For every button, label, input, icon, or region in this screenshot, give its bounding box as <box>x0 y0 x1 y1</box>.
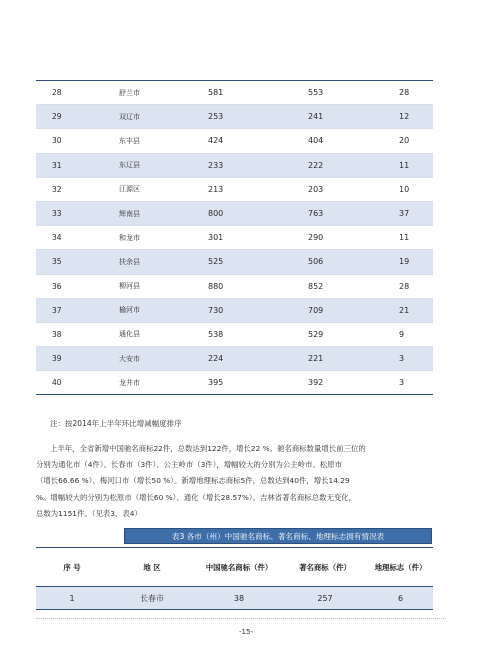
cell-value-3: 28 <box>399 88 410 98</box>
table-row <box>36 81 433 105</box>
cell-name: 通化县 <box>119 330 140 339</box>
cell-name: 东丰县 <box>119 136 140 145</box>
cell-value-3: 21 <box>399 305 410 315</box>
table-row <box>36 178 433 202</box>
cell-value-3: 3 <box>399 354 405 364</box>
cell-value-3: 28 <box>399 281 410 291</box>
cell-value-2: 529 <box>308 329 324 339</box>
cell-rank: 31 <box>52 160 62 170</box>
cell-value-2: 221 <box>308 354 324 364</box>
paragraph-line: %。增幅较大的分别为松原市（增长60 %）、通化（增长28.57%）。吉林省著名商标总数无变化， <box>36 492 357 502</box>
cell-value-1: 395 <box>208 378 224 388</box>
trademark-rank-table <box>36 80 433 395</box>
cell-rank: 30 <box>52 136 62 146</box>
cell-value-3: 10 <box>399 184 410 194</box>
cell-value-1: 730 <box>208 305 224 315</box>
table-row <box>36 323 433 347</box>
cell-rank: 29 <box>52 112 62 122</box>
table-row <box>36 587 433 610</box>
cell-famous-cn: 38 <box>233 593 245 603</box>
cell-name: 大安市 <box>119 354 140 363</box>
header-famous-cn: 中国驰名商标（件） <box>205 562 273 572</box>
cell-rank: 33 <box>52 209 62 219</box>
cell-value-1: 525 <box>208 257 224 267</box>
cell-value-3: 37 <box>399 209 410 219</box>
header-region: 地 区 <box>143 562 161 572</box>
table-row <box>36 275 433 299</box>
cell-rank: 37 <box>52 305 62 315</box>
cell-value-1: 800 <box>208 209 224 219</box>
paragraph-line: 分别为通化市（4件）、长春市（3件）、公主岭市（3件），增幅较大的分别为公主岭市、松原市 <box>36 460 343 470</box>
cell-rank: 35 <box>52 257 62 267</box>
cell-value-3: 9 <box>399 329 405 339</box>
cell-value-2: 852 <box>308 281 324 291</box>
divider <box>36 618 446 619</box>
cell-value-1: 880 <box>208 281 224 291</box>
paragraph-line: 上半年，全省新增中国驰名商标22件，总数达到122件，增长22 %。驰名商标数量增长前三位的 <box>50 444 366 453</box>
cell-geo: 6 <box>397 593 404 603</box>
cell-value-3: 11 <box>399 233 410 243</box>
table-row <box>36 226 433 250</box>
cell-rank: 34 <box>52 233 62 243</box>
table-row <box>36 347 433 371</box>
cell-name: 双辽市 <box>119 112 140 121</box>
cell-seq: 1 <box>69 593 75 603</box>
cell-rank: 38 <box>52 329 62 339</box>
page-number: -15- <box>239 628 253 636</box>
cell-value-2: 506 <box>308 257 324 267</box>
table-row <box>36 202 433 226</box>
cell-value-1: 224 <box>208 354 224 364</box>
cell-value-3: 11 <box>399 160 410 170</box>
cell-value-2: 222 <box>308 160 324 170</box>
cell-rank: 28 <box>52 88 62 98</box>
table-row <box>36 250 433 274</box>
cell-value-2: 404 <box>308 136 324 146</box>
paragraph-line: 总数为1151件。（见表3、表4） <box>36 508 142 518</box>
header-seq: 序 号 <box>63 562 81 572</box>
paragraph-line: （增长66.66 %）、梅河口市（增长50 %）。新增地理标志商标5件，总数达到40件，增长14.29 <box>36 476 350 486</box>
header-geo: 地理标志（件） <box>374 562 427 572</box>
table-row <box>36 299 433 323</box>
header-famous: 著名商标（件） <box>299 562 351 572</box>
cell-name: 和龙市 <box>119 233 140 242</box>
cell-value-2: 290 <box>308 233 324 243</box>
table3-caption: 表3 各市（州）中国驰名商标、著名商标、地理标志拥有情况表 <box>124 528 432 544</box>
cell-value-2: 709 <box>308 305 324 315</box>
table3 <box>36 547 433 610</box>
table-row <box>36 371 433 395</box>
cell-name: 舒兰市 <box>119 88 140 97</box>
cell-value-1: 538 <box>208 329 224 339</box>
cell-value-2: 392 <box>308 378 324 388</box>
cell-rank: 32 <box>52 184 62 194</box>
cell-name: 扶余县 <box>119 257 140 266</box>
cell-name: 榆河市 <box>119 306 140 315</box>
cell-value-1: 581 <box>208 88 224 98</box>
cell-name: 龙井市 <box>119 378 140 387</box>
cell-value-1: 301 <box>208 233 224 243</box>
cell-region: 长春市 <box>140 593 164 603</box>
summary-paragraph <box>36 441 436 522</box>
cell-name: 柳河县 <box>119 282 140 291</box>
cell-name: 东辽县 <box>119 161 140 170</box>
cell-famous: 257 <box>317 593 333 603</box>
cell-value-2: 241 <box>308 112 324 122</box>
cell-value-2: 553 <box>308 88 324 98</box>
cell-value-1: 253 <box>208 112 224 122</box>
cell-rank: 36 <box>52 281 62 291</box>
cell-value-1: 213 <box>208 184 224 194</box>
cell-value-2: 763 <box>308 209 324 219</box>
table-row <box>36 105 433 129</box>
cell-value-3: 3 <box>399 378 405 388</box>
cell-name: 辉南县 <box>119 209 140 218</box>
cell-rank: 40 <box>52 378 62 388</box>
cell-value-2: 203 <box>308 184 324 194</box>
table-note: 注：按2014年上半年环比增减幅度排序 <box>50 419 182 428</box>
cell-rank: 39 <box>52 354 62 364</box>
cell-value-3: 20 <box>399 136 410 146</box>
table-row <box>36 154 433 178</box>
cell-value-1: 233 <box>208 160 224 170</box>
cell-value-3: 19 <box>399 257 410 267</box>
cell-value-1: 424 <box>208 136 224 146</box>
cell-value-3: 12 <box>399 112 410 122</box>
table3-header-row <box>36 548 433 587</box>
table-row <box>36 129 433 153</box>
cell-name: 江源区 <box>119 185 140 194</box>
